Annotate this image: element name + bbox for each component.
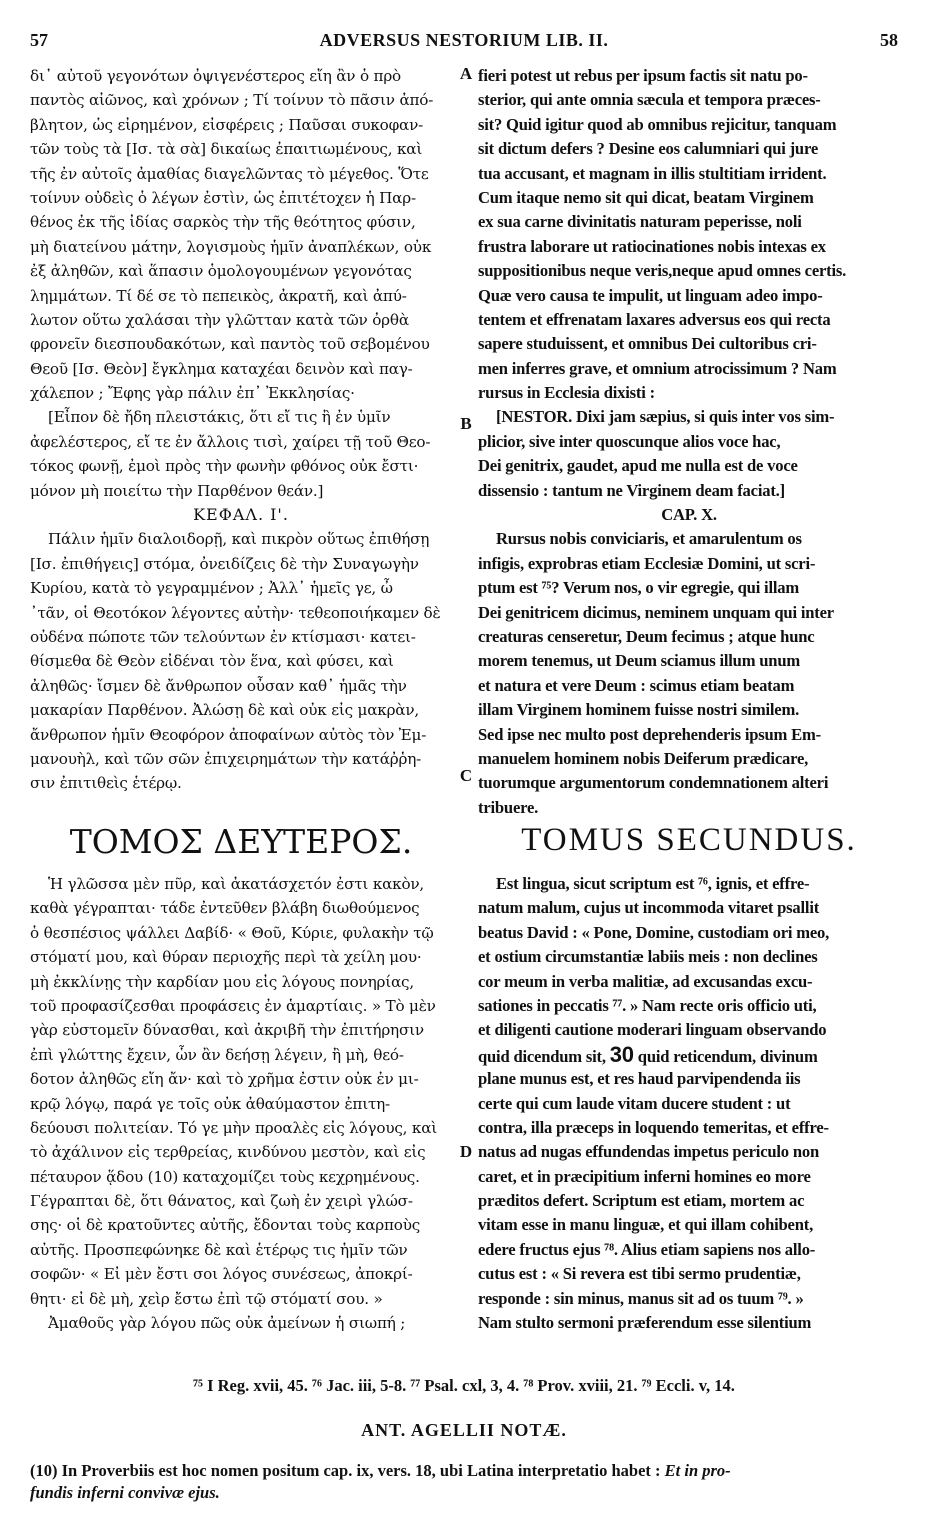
greek-line: κρῷ λόγῳ, παρά γε τοῖς οὐκ ἀθαύμαστον ἐπιτη-: [30, 1094, 390, 1113]
latin-line: beatus David : « Pone, Domine, custodiam ori meo,: [478, 922, 830, 942]
latin-line: [478, 1043, 900, 1067]
greek-line: Θεοῦ [Ισ. Θεὸν] ἔγκλημα καταχέαι δεινὸν καὶ παγ-: [30, 359, 413, 378]
latin-line: vitam esse in manu linguæ, et qui illam cohibent,: [478, 1215, 814, 1235]
latin-line: [NESTOR. Dixi jam sæpius, si quis inter vos sim-: [496, 407, 835, 427]
latin-line: Dei genitrix, gaudet, apud me nulla est de voce: [478, 456, 798, 476]
latin-line: Rursus nobis conviciaris, et amarulentum os: [496, 529, 802, 549]
latin-line: tentem et effrenatam laxares adversus eos qui recta: [478, 309, 831, 329]
latin-line: fieri potest ut rebus per ipsum factis sit natu po-: [478, 66, 808, 85]
greek-line: [Ισ. ἐπιθήγεις] στόμα, ὀνειδίζεις δὲ τὴν Συναγωγὴν: [30, 554, 419, 573]
latin-line: creaturas censeretur, Deum fecimus ; atque hunc: [478, 626, 815, 646]
latin-line: ex sua carne divinitatis naturam peperisse, noli: [478, 212, 802, 232]
greek-line: μόνον μὴ ποιείτω τὴν Παρθένον θεάν.]: [30, 481, 324, 500]
latin-line: Dei genitricem dicimus, neminem unquam qui inter: [478, 602, 834, 622]
latin-line: sit? Quid igitur quod ab omnibus rejicitur, tanquam: [478, 114, 837, 134]
greek-line: θένος ἐκ τῆς ἰδίας σαρκὸς τὴν τῆς θεότητος φύσιν,: [30, 213, 416, 232]
greek-line: βλητον, ὡς εἰρημένον, εἰσφέρεις ; Παῦσαι συκοφαν-: [30, 115, 424, 134]
greek-line: ἀληθῶς· ἴσμεν δὲ ἄνθρωπον οὖσαν καθ᾽ ἡμᾶς τὴν: [30, 676, 407, 695]
latin-column-bottom: [478, 872, 900, 1335]
latin-line: Cum itaque nemo sit qui dicat, beatam Virginem: [478, 187, 814, 207]
latin-line: illam Virginem hominem fuisse nostri similem.: [478, 700, 800, 720]
section-title-greek: ΤΟΜΟΣ ΔΕΥΤΕΡΟΣ.: [69, 822, 413, 861]
latin-line: plicior, sive inter quoscunque alios voce hac,: [478, 431, 781, 451]
greek-line: Κυρίου, κατὰ τὸ γεγραμμένον ; Ἀλλ᾽ ἡμεῖς γε, ὦ: [30, 579, 393, 598]
greek-line: θητι· εἰ δὲ μὴ, χεὶρ ἔστω ἐπὶ τῷ στόματί σου. »: [30, 1289, 383, 1308]
latin-line: Nam stulto sermoni præferendum esse silentium: [478, 1313, 812, 1333]
note-italic-quote: Et in pro-: [664, 1461, 731, 1480]
latin-line: et natura et vere Deum : scimus etiam beatam: [478, 675, 795, 695]
margin-letter-b: B: [460, 414, 472, 433]
greek-line: δοτον ἀληθῶς εἴη ἄν· καὶ τὸ χρῆμα ἐστιν οὐκ ἐν μι-: [30, 1070, 419, 1089]
greek-column-top: [30, 64, 452, 796]
greek-line: τῆς ἐν αὐτοῖς ἀμαθίας διαγελῶντας τὸ μέγεθος. Ὅτε: [30, 164, 429, 183]
latin-line: frustra laborare ut ratiocinationes nobis intexas ex: [478, 236, 826, 256]
greek-line: καθὰ γέγραπται· τάδε ἐντεῦθεν βλάβη διωθούμενος: [30, 899, 420, 918]
greek-line: Ἡ γλῶσσα μὲν πῦρ, καὶ ἀκατάσχετόν ἐστι κακὸν,: [48, 875, 425, 893]
greek-line: ἐπὶ γλώττης ἔχειν, ὧν ἂν δεήσῃ λέγειν, ἢ μὴ, θεό-: [30, 1045, 404, 1064]
greek-line: μακαρίαν Παρθένον. Ἀλώσῃ δὲ καὶ οὐκ εἰς μακρὰν,: [30, 701, 420, 720]
greek-line: ἄνθρωπον ἡμῖν Θεοφόρον ἀποφαίνων αὐτὸς τὸν Ἐμ-: [30, 725, 427, 744]
section-title-latin: TOMUS SECUNDUS.: [521, 822, 857, 858]
latin-line: tua accusant, et magnam in illis stultitiam irrident.: [478, 163, 827, 183]
greek-line: τῶν τοὺς τὰ [Ισ. τὰ σὰ] δικαίως ἐπαιτιωμένους, καὶ: [30, 140, 423, 159]
latin-line: rursus in Ecclesia dixisti :: [478, 383, 655, 403]
greek-line: παντὸς αἰῶνος, καὶ χρόνων ; Τί τοίνυν τὸ πᾶσιν ἀπό-: [30, 91, 434, 110]
latin-line: Quæ vero causa te impulit, ut linguam adeo impo-: [478, 285, 823, 305]
latin-line: natum malum, cujus ut incommoda vitaret psallit: [478, 898, 820, 918]
greek-line: Γέγραπται δὲ, ὅτι θάνατος, καὶ ζωὴ ἐν χειρὶ γλώσ-: [30, 1192, 413, 1211]
greek-line: μὴ διατείνου μάτην, λογισμοὺς ἡμῖν ἀναπλέκων, οὐκ: [30, 237, 432, 256]
note-italic-quote-cont: fundis inferni convivæ ejus.: [30, 1483, 220, 1502]
latin-line: morem tenemus, ut Deum sciamus illum unum: [478, 651, 800, 671]
greek-line: σης· οἱ δὲ κρατοῦντες αὐτῆς, ἔδονται τοὺς καρποὺς: [30, 1216, 421, 1235]
latin-line: responde : sin minus, manus sit ad os tuum ⁷⁹. »: [478, 1288, 804, 1308]
greek-line: ἐξ ἀληθῶν, καὶ ἅπασιν ὁμολογουμένων γεγονότας: [30, 262, 412, 281]
greek-line: φρονεῖν διεσπουδακότων, καὶ παντὸς τοῦ σεβομένου: [30, 335, 430, 354]
greek-line: λημμάτων. Τί δέ σε τὸ πεπεικὸς, ἀκρατῆ, καὶ ἀπύ-: [30, 286, 407, 305]
margin-letter-d: D: [459, 1142, 473, 1161]
notes-title: ANT. AGELLII NOTÆ.: [361, 1420, 567, 1440]
greek-line: δεύουσι πολιτείαν. Τό γε μὴν προαλὲς εἰς λόγους, καὶ: [30, 1118, 438, 1137]
latin-line: cor meum in verba malitiæ, ad excusandas excu-: [478, 971, 813, 991]
greek-chapter-heading: ΚΕΦΑΛ. Ι'.: [193, 505, 289, 525]
greek-line: ἀφελέστερος, εἴ τε ἐν ἄλλοις τισὶ, χαίρει τῇ τοῦ Θεο-: [30, 432, 431, 451]
latin-column-top: [478, 64, 900, 820]
latin-line: infigis, exprobras etiam Ecclesiæ Domini, ut scri-: [478, 553, 816, 573]
latin-line: sationes in peccatis ⁷⁷. » Nam recte oris officio uti,: [478, 995, 817, 1015]
latin-line: tribuere.: [478, 797, 539, 817]
latin-line: et ostium circumstantiæ labiis meis : non declines: [478, 947, 818, 967]
note-text: (10) In Proverbiis est hoc nomen positum cap. ix, vers. 18, ubi Latina interpretatio habet :: [30, 1461, 665, 1480]
running-title: ADVERSUS NESTORIUM LIB. II.: [319, 30, 609, 50]
latin-line: Est lingua, sicut scriptum est ⁷⁶, ignis, et effre-: [496, 874, 810, 893]
greek-line: Ἀμαθοῦς γὰρ λόγου πῶς οὐκ ἀμείνων ἡ σιωπή ;: [48, 1314, 406, 1333]
greek-line: λωτον οὕτω χαλάσαι τὴν γλῶτταν κατὰ τῶν ὀρθὰ: [30, 310, 409, 329]
latin-line: sit dictum defers ? Desine eos calumniari qui jure: [478, 139, 818, 159]
latin-line: dissensio : tantum ne Virginem deam faciat.]: [478, 480, 785, 500]
latin-line: ptum est ⁷⁵? Verum nos, o vir egregie, qui illam: [478, 578, 800, 598]
greek-line: [Εἶπον δὲ ἤδη πλειστάκις, ὅτι εἴ τις ἢ ἐν ὑμῖν: [48, 408, 391, 427]
latin-line: manuelem hominem nobis Deiferum prædicare,: [478, 748, 809, 768]
latin-line: Sed ipse nec multo post deprehenderis ipsum Em-: [478, 724, 821, 744]
greek-line: δι᾽ αὐτοῦ γεγονότων ὀψιγενέστερος εἴη ἂν ὁ πρὸ: [30, 67, 401, 85]
margin-letter-c: C: [459, 766, 473, 785]
greek-line: ὁ θεσπέσιος ψάλλει Δαβίδ· « Θοῦ, Κύριε, φυλακὴν τῷ: [30, 923, 434, 942]
latin-chapter-heading: CAP. X.: [661, 505, 717, 525]
latin-line: præditos defert. Scriptum est etiam, mortem ac: [478, 1191, 805, 1211]
latin-line: men inferres grave, et omnium atrocissimum ? Nam: [478, 358, 837, 378]
latin-line: contra, illa præceps in loquendo temeritas, et effre-: [478, 1117, 829, 1137]
editorial-note: [30, 1460, 898, 1504]
latin-line: cutus est : « Si revera est tibi sermo prudentiæ,: [478, 1264, 801, 1284]
greek-column-bottom: [30, 872, 452, 1335]
latin-line: edere fructus ejus ⁷⁸. Alius etiam sapiens nos allo-: [478, 1239, 816, 1259]
latin-line: plane munus est, et res haud parvipendenda iis: [478, 1069, 801, 1089]
greek-line: θίσμεθα δὲ Θεὸν εἰδέναι τὸν ἕνα, καὶ φύσει, καὶ: [30, 652, 394, 671]
greek-line: σοφῶν· « Εἰ μὲν ἔστι σοι λόγος συνέσεως, ἀποκρί-: [30, 1265, 413, 1284]
greek-line: οὐδένα πώποτε τῶν τελούντων ἐν κτίσμασι· κατει-: [30, 627, 416, 646]
column-number: 30: [609, 1042, 634, 1067]
page-number-left: 57: [30, 30, 48, 50]
greek-line: τοῦ προφασίζεσθαι προφάσεις ἐν ἁμαρτίαις. » Τὸ μὲν: [30, 996, 436, 1015]
greek-line: πέταυρον ᾅδου (10) καταχομίζει τοὺς κεχρημένους.: [30, 1167, 420, 1186]
latin-line: et diligenti cautione moderari linguam observando: [478, 1020, 827, 1040]
latin-line: sterior, qui ante omnia sæcula et tempora præces-: [478, 90, 821, 110]
running-header: [30, 30, 898, 60]
latin-line-start: quid dicendum sit,: [478, 1046, 610, 1066]
greek-line: τόκος φωνῇ, ἐμοὶ πρὸς τὴν φωνὴν φθόνος οὐκ ἔστι·: [30, 457, 419, 476]
greek-line: στόματί μου, καὶ θύραν περιοχῆς περὶ τὰ χείλη μου·: [30, 948, 422, 967]
latin-line: natus ad nugas effundendas impetus periculo non: [478, 1142, 820, 1162]
greek-line: τὸ ἀχάλινον εἰς τερθρείας, κινδύνου μεστὸν, καὶ εἰς: [30, 1143, 426, 1162]
page-number-right: 58: [880, 30, 898, 50]
greek-line: αὐτῆς. Προσπεφώνηκε δὲ καὶ ἑτέρῳς τις ἡμῖν τῶν: [30, 1240, 408, 1259]
greek-line: χάλεπον ; Ἔφης γὰρ πάλιν ἐπ᾽ Ἐκκλησίας·: [30, 384, 355, 403]
latin-line: sapere studuissent, et omnibus Dei cultoribus cri-: [478, 334, 817, 354]
latin-line-end: quid reticendum, divinum: [633, 1046, 818, 1066]
latin-line: suppositionibus neque veris,neque apud omnes certis.: [478, 261, 847, 281]
greek-line: τοίνυν οὐδεὶς ὁ λέγων ἐστὶν, ὡς ἐπιτέτοχεν ἡ Παρ-: [30, 188, 416, 207]
latin-line: caret, et in præcipitium inferni homines eo more: [478, 1166, 811, 1186]
greek-line: μὴ ἐκκλίνῃς τὴν καρδίαν μου εἰς λόγους πονηρίας,: [30, 972, 414, 991]
greek-line: σιν ἐπιτιθεὶς ἑτέρῳ.: [30, 774, 182, 793]
margin-letter-a: A: [459, 64, 473, 83]
greek-line: ᾽τᾶν, οἱ Θεοτόκον λέγοντες αὐτὴν· τεθεοποιήκαμεν δὲ: [30, 603, 441, 622]
greek-line: γὰρ εὐστομεῖν δύνασθαι, καὶ ἀκριβῆ τὴν ἐπιτήρησιν: [30, 1021, 424, 1040]
footnote-references: ⁷⁵ I Reg. xvii, 45. ⁷⁶ Jac. iii, 5-8. ⁷⁷ Psal. cxl, 3, 4. ⁷⁸ Prov. xviii, 21. ⁷⁹ Eccli. v, 14.: [193, 1376, 735, 1395]
greek-line: Πάλιν ἡμῖν διαλοιδορῇ, καὶ πικρὸν οὕτως ἐπιθήσῃ: [48, 530, 430, 549]
greek-line: μανουὴλ, καὶ τῶν σῶν ἐπιχειρημάτων τὴν κατάῤῥη-: [30, 749, 422, 768]
latin-line: certe qui cum laude vitam ducere student : ut: [478, 1093, 791, 1113]
latin-line: tuorumque argumentorum condemnationem alteri: [478, 773, 829, 793]
